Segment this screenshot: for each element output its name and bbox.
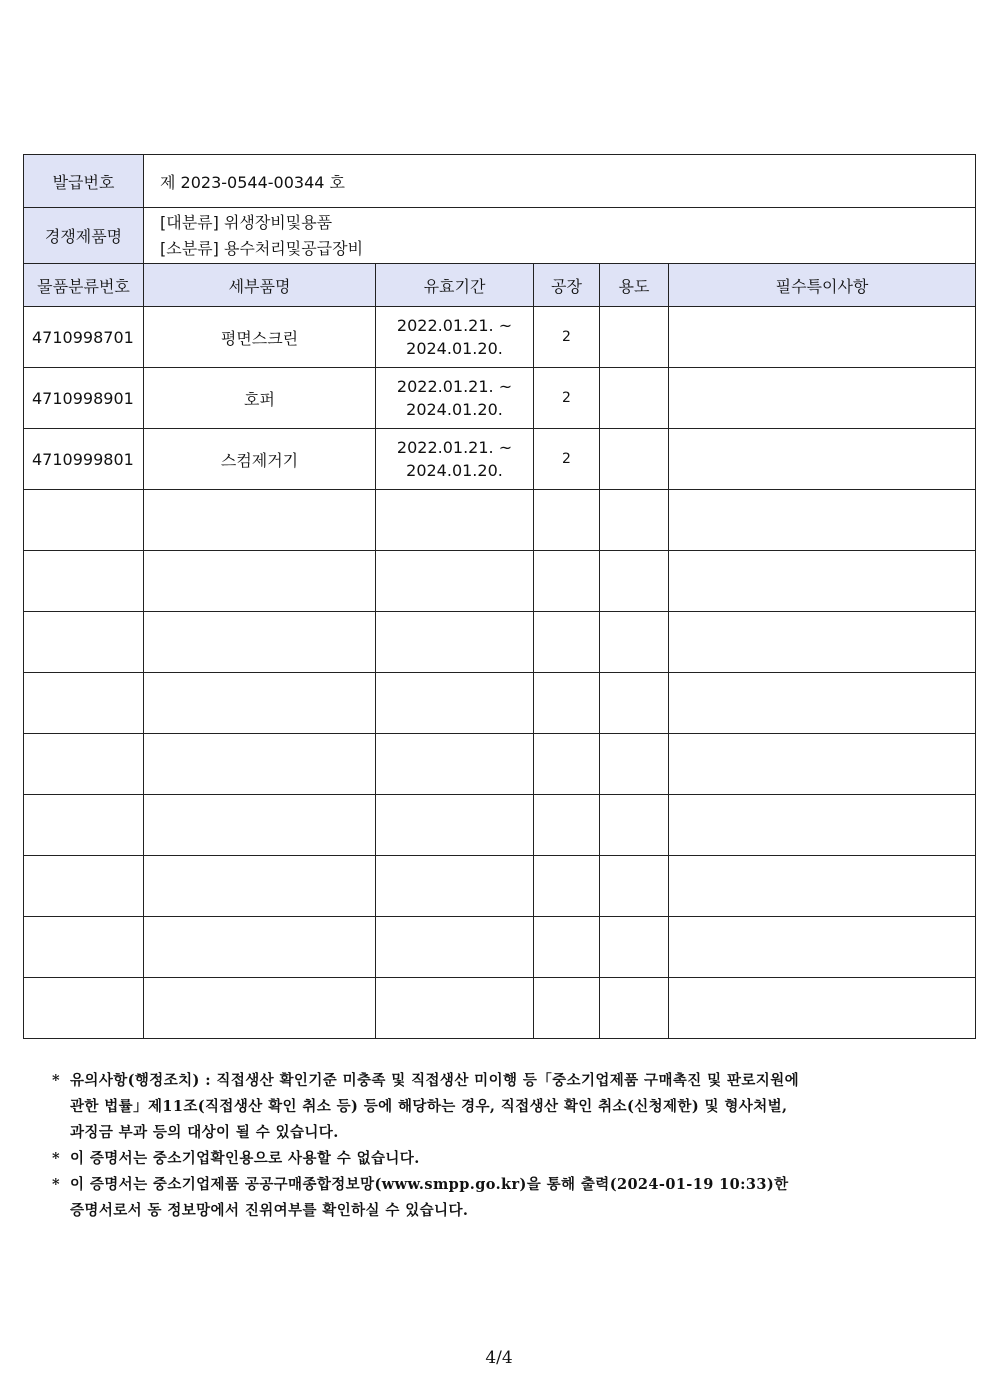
cell-notes: [669, 795, 976, 856]
cell-factory: [534, 795, 600, 856]
note-item: [52, 1068, 967, 1146]
table-row: [24, 795, 976, 856]
cell-name: [144, 490, 376, 551]
cell-period: [376, 978, 534, 1039]
cell-period: [376, 368, 534, 429]
cell-period: [376, 612, 534, 673]
cell-period: [376, 490, 534, 551]
header-period: 유효기간: [376, 264, 534, 307]
cell-name: [144, 795, 376, 856]
cell-name: 스컴제거기: [144, 429, 376, 490]
cell-code: [24, 490, 144, 551]
period-end: 2024.01.20.: [406, 461, 503, 480]
cell-notes: [669, 856, 976, 917]
note-text: 증명서로서 동 정보망에서 진위여부를 확인하실 수 있습니다.: [70, 1202, 469, 1219]
cell-factory: [534, 917, 600, 978]
cell-code: [24, 734, 144, 795]
cell-name: 평면스크린: [144, 307, 376, 368]
cell-code: [24, 673, 144, 734]
period-end: 2024.01.20.: [406, 400, 503, 419]
cell-code: [24, 856, 144, 917]
cell-code: 4710998701: [24, 307, 144, 368]
cell-usage: [600, 368, 669, 429]
cell-usage: [600, 612, 669, 673]
cell-usage: [600, 795, 669, 856]
issue-row: [24, 155, 976, 208]
cell-code: [24, 612, 144, 673]
cell-name: [144, 856, 376, 917]
cell-period: [376, 551, 534, 612]
cell-usage: [600, 429, 669, 490]
period-start: 2022.01.21. ~: [396, 316, 513, 335]
cell-factory: [534, 673, 600, 734]
cell-usage: [600, 917, 669, 978]
cell-period: [376, 917, 534, 978]
cell-period: [376, 673, 534, 734]
cell-period: [376, 734, 534, 795]
cell-factory: [534, 978, 600, 1039]
cell-notes: [669, 734, 976, 795]
header-code: 물품분류번호: [24, 264, 144, 307]
table-row: [24, 368, 976, 429]
header-notes: 필수특이사항: [669, 264, 976, 307]
cell-period: [376, 429, 534, 490]
cell-usage: [600, 307, 669, 368]
cell-notes: [669, 673, 976, 734]
column-header-row: [24, 264, 976, 307]
cell-period: [376, 307, 534, 368]
cell-name: [144, 734, 376, 795]
major-category: [대분류] 위생장비및용품: [160, 212, 333, 232]
issue-number-label: 발급번호: [24, 155, 144, 208]
minor-category: [소분류] 용수처리및공급장비: [160, 238, 364, 258]
category-row: [24, 208, 976, 264]
cell-code: [24, 978, 144, 1039]
cell-code: 4710998901: [24, 368, 144, 429]
product-category-value: [144, 208, 976, 264]
cell-name: [144, 978, 376, 1039]
note-text: 과징금 부과 등의 대상이 될 수 있습니다.: [70, 1124, 339, 1141]
period-start: 2022.01.21. ~: [396, 377, 513, 396]
note-bullet: *: [52, 1176, 60, 1193]
cell-name: [144, 673, 376, 734]
cell-usage: [600, 734, 669, 795]
note-text: 관한 법률」제11조(직접생산 확인 취소 등) 등에 해당하는 경우, 직접생산 확인 취소(신청제한) 및 형사처벌,: [70, 1098, 788, 1115]
certificate-table: [23, 154, 976, 1039]
table-row: [24, 551, 976, 612]
cell-period: [376, 795, 534, 856]
table-row: [24, 612, 976, 673]
cell-code: [24, 917, 144, 978]
cell-factory: [534, 551, 600, 612]
cell-factory: [534, 856, 600, 917]
cell-usage: [600, 856, 669, 917]
cell-factory: 2: [534, 307, 600, 368]
cell-notes: [669, 612, 976, 673]
cell-notes: [669, 978, 976, 1039]
cell-code: 4710999801: [24, 429, 144, 490]
cell-code: [24, 551, 144, 612]
cell-usage: [600, 978, 669, 1039]
cell-factory: 2: [534, 368, 600, 429]
table-row: [24, 490, 976, 551]
cell-factory: [534, 490, 600, 551]
period-start: 2022.01.21. ~: [396, 438, 513, 457]
cell-code: [24, 795, 144, 856]
page-number: 4/4: [485, 1348, 513, 1368]
note-item: [52, 1172, 967, 1224]
note-text: 이 증명서는 중소기업제품 공공구매종합정보망(www.smpp.go.kr)을 통해 출력(2024-01-19 10:33)한: [70, 1176, 789, 1193]
cell-name: [144, 612, 376, 673]
header-name: 세부품명: [144, 264, 376, 307]
data-rows: [24, 307, 976, 1039]
table-row: [24, 978, 976, 1039]
cell-factory: 2: [534, 429, 600, 490]
cell-notes: [669, 490, 976, 551]
header-factory: 공장: [534, 264, 600, 307]
table-row: [24, 917, 976, 978]
cell-notes: [669, 368, 976, 429]
cell-period: [376, 856, 534, 917]
header-usage: 용도: [600, 264, 669, 307]
cell-name: [144, 551, 376, 612]
note-bullet: *: [52, 1072, 60, 1089]
note-text: 유의사항(행정조치) : 직접생산 확인기준 미충족 및 직접생산 미이행 등「중소기업제품 구매촉진 및 판로지원에: [70, 1072, 800, 1089]
cell-usage: [600, 673, 669, 734]
note-bullet: *: [52, 1150, 60, 1167]
note-text: 이 증명서는 중소기업확인용으로 사용할 수 없습니다.: [70, 1150, 420, 1167]
cell-factory: [534, 612, 600, 673]
issue-number-value: 제 2023-0544-00344 호: [144, 155, 976, 208]
table-row: [24, 673, 976, 734]
table-row: [24, 307, 976, 368]
cell-name: 호퍼: [144, 368, 376, 429]
table-row: [24, 429, 976, 490]
cell-usage: [600, 551, 669, 612]
cell-usage: [600, 490, 669, 551]
cell-name: [144, 917, 376, 978]
table-row: [24, 734, 976, 795]
table-row: [24, 856, 976, 917]
cell-notes: [669, 551, 976, 612]
note-item: [52, 1146, 967, 1172]
cell-notes: [669, 917, 976, 978]
period-end: 2024.01.20.: [406, 339, 503, 358]
cell-factory: [534, 734, 600, 795]
notes-list: [52, 1068, 967, 1224]
cell-notes: [669, 429, 976, 490]
product-category-label: 경쟁제품명: [24, 208, 144, 264]
cell-notes: [669, 307, 976, 368]
